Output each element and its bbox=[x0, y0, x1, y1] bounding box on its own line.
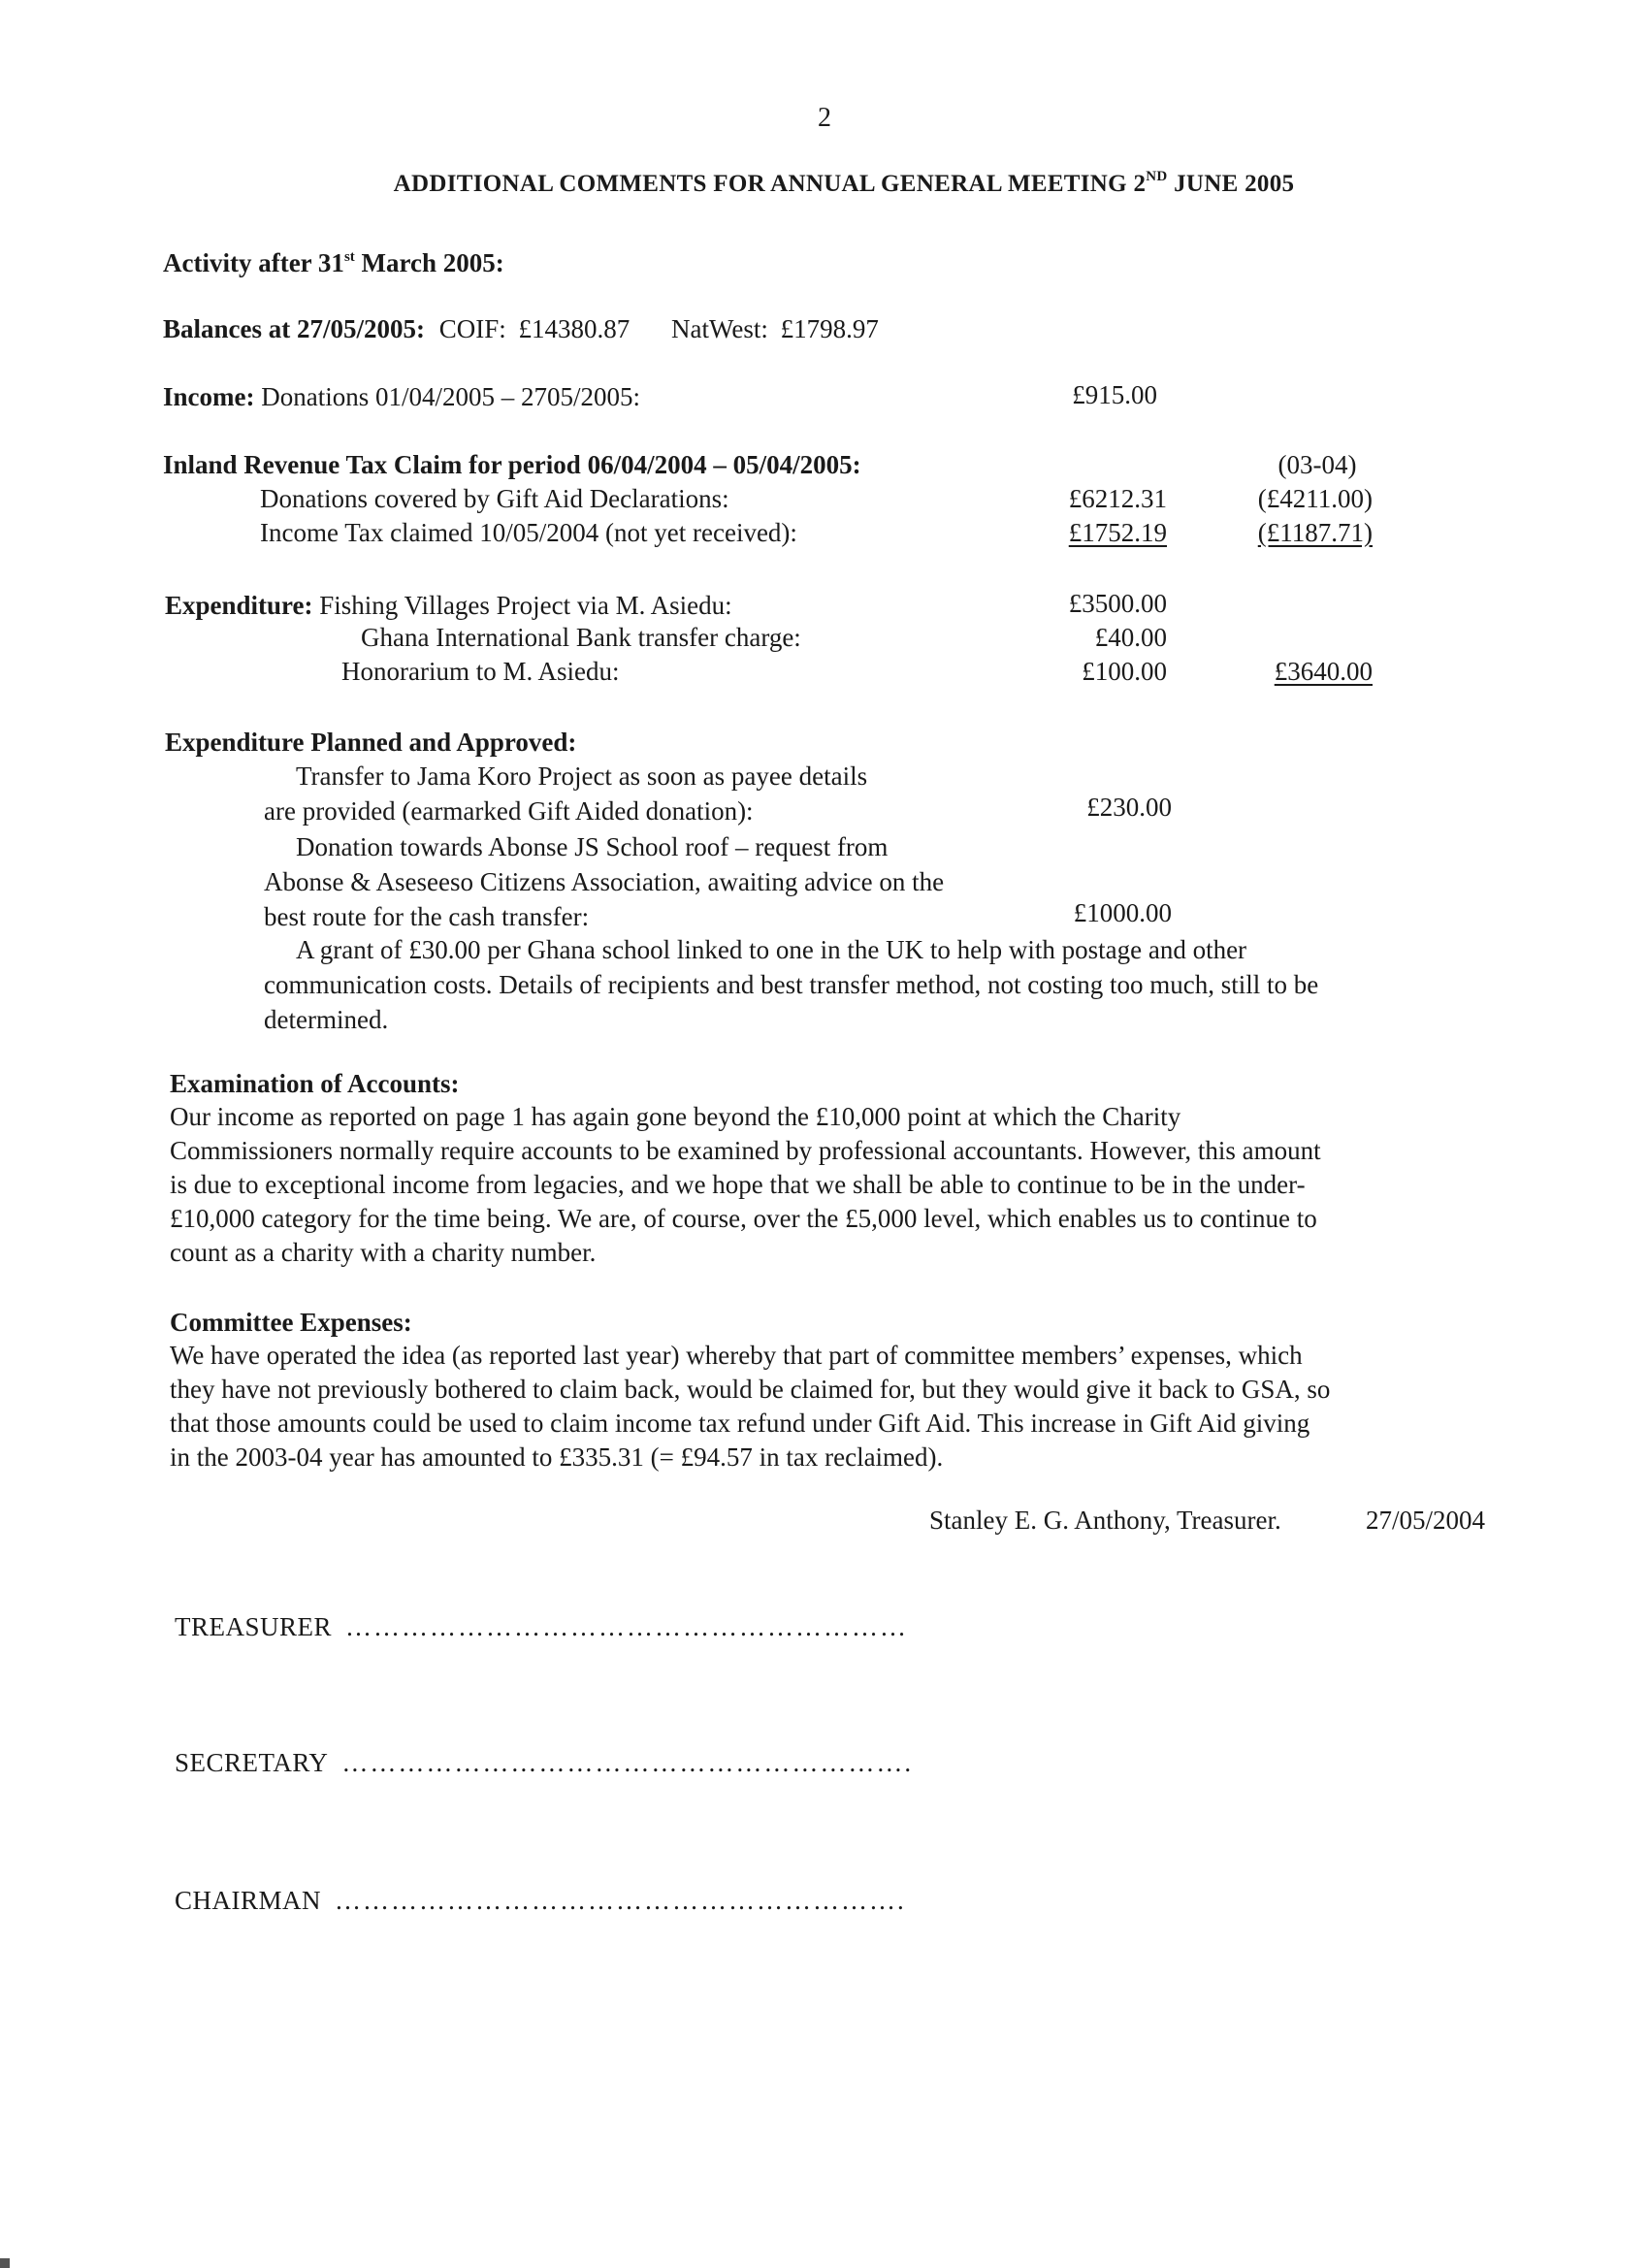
signoff-date: 27/05/2004 bbox=[1366, 1506, 1486, 1535]
expenditure-item-amount: £100.00 bbox=[1082, 657, 1167, 686]
expenditure-label: Expenditure: bbox=[165, 591, 313, 620]
tax-row-label: Donations covered by Gift Aid Declarations: bbox=[260, 484, 729, 513]
scan-corner-mark bbox=[0, 2258, 10, 2268]
coif-label: COIF: bbox=[438, 314, 506, 343]
coif-value: £14380.87 bbox=[518, 314, 630, 343]
examination-line: Our income as reported on page 1 has again gone beyond the £10,000 point at which the Charity bbox=[170, 1102, 1181, 1131]
signature-line-chairman[interactable] bbox=[175, 1884, 906, 1917]
signature-dots: ……………………………………………………. bbox=[341, 1748, 914, 1777]
examination-line: Commissioners normally require accounts to be examined by professional accountants. However, this amount bbox=[170, 1136, 1321, 1165]
signature-dots: …………………………………………………… bbox=[345, 1612, 909, 1641]
balances-row bbox=[163, 312, 879, 345]
title-tail: JUNE 2005 bbox=[1167, 171, 1295, 197]
planned-item-text: A grant of £30.00 per Ghana school linked to one in the UK to help with postage and other bbox=[296, 935, 1247, 964]
expenditure-item-label: Ghana International Bank transfer charge: bbox=[361, 623, 801, 652]
balances-label: Balances at 27/05/2005: bbox=[163, 314, 425, 343]
planned-item-text: Transfer to Jama Koro Project as soon as payee details bbox=[296, 761, 868, 791]
expenditure-item-label: Fishing Villages Project via M. Asiedu: bbox=[319, 591, 732, 620]
activity-label: Activity after 31 bbox=[163, 248, 344, 277]
activity-label-post: March 2005: bbox=[354, 248, 504, 277]
expenditure-row bbox=[165, 589, 732, 622]
prior-year-label: (03-04) bbox=[1277, 450, 1357, 479]
signature-role: CHAIRMAN bbox=[175, 1886, 322, 1915]
natwest-value: £1798.97 bbox=[780, 314, 879, 343]
income-amount: £915.00 bbox=[1072, 380, 1157, 409]
examination-heading: Examination of Accounts: bbox=[170, 1069, 460, 1098]
planned-item-text: best route for the cash transfer: bbox=[264, 902, 590, 931]
income-description: Donations 01/04/2005 – 2705/2005: bbox=[261, 382, 640, 411]
title-main: ADDITIONAL COMMENTS FOR ANNUAL GENERAL MEETING 2 bbox=[393, 171, 1147, 197]
title-sup: ND bbox=[1146, 169, 1168, 184]
expenditure-item-amount: £3500.00 bbox=[1068, 589, 1167, 618]
signature-dots: ……………………………………………………. bbox=[335, 1886, 906, 1915]
planned-item-amount: £1000.00 bbox=[1073, 898, 1172, 927]
planned-item-amount: £230.00 bbox=[1086, 793, 1172, 822]
expenditure-total: £3640.00 bbox=[1274, 657, 1373, 686]
tax-row-amount: £6212.31 bbox=[1068, 484, 1167, 513]
examination-line: count as a charity with a charity number. bbox=[170, 1238, 597, 1267]
planned-item-text: Donation towards Abonse JS School roof – request from bbox=[296, 832, 889, 861]
tax-row-prior: (£1187.71) bbox=[1257, 518, 1373, 547]
income-row bbox=[163, 380, 640, 413]
income-label: Income: bbox=[163, 382, 255, 411]
examination-line: is due to exceptional income from legacies, and we hope that we shall be able to continue to be in the under- bbox=[170, 1170, 1306, 1199]
activity-sup: st bbox=[343, 249, 355, 265]
natwest-label: NatWest: bbox=[671, 314, 768, 343]
tax-row-amount: £1752.19 bbox=[1068, 518, 1167, 547]
committee-line: that those amounts could be used to claim income tax refund under Gift Aid. This increase in Gift Aid giving bbox=[170, 1409, 1310, 1438]
document-title bbox=[0, 171, 1649, 198]
page-number: 2 bbox=[818, 103, 831, 133]
planned-item-text: communication costs. Details of recipients and best transfer method, not costing too much, still to be bbox=[264, 970, 1319, 999]
committee-line: in the 2003-04 year has amounted to £335.31 (= £94.57 in tax reclaimed). bbox=[170, 1442, 944, 1472]
tax-row-label: Income Tax claimed 10/05/2004 (not yet received): bbox=[260, 518, 797, 547]
committee-line: We have operated the idea (as reported last year) whereby that part of committee members’ expenses, which bbox=[170, 1341, 1303, 1370]
examination-line: £10,000 category for the time being. We are, of course, over the £5,000 level, which enables us to continue to bbox=[170, 1204, 1317, 1233]
tax-row-prior: (£4211.00) bbox=[1257, 484, 1373, 513]
tax-claim-heading: Inland Revenue Tax Claim for period 06/04/2004 – 05/04/2005: bbox=[163, 450, 861, 479]
signature-role: SECRETARY bbox=[175, 1748, 329, 1777]
committee-heading: Committee Expenses: bbox=[170, 1308, 412, 1337]
committee-line: they have not previously bothered to claim back, would be claimed for, but they would give it back to GSA, so bbox=[170, 1375, 1331, 1404]
expenditure-item-amount: £40.00 bbox=[1094, 623, 1167, 652]
planned-item-text: determined. bbox=[264, 1005, 389, 1034]
activity-heading bbox=[163, 246, 504, 279]
expenditure-item-label: Honorarium to M. Asiedu: bbox=[341, 657, 620, 686]
signature-line-secretary[interactable] bbox=[175, 1746, 913, 1779]
signoff-name: Stanley E. G. Anthony, Treasurer. bbox=[929, 1506, 1281, 1535]
signature-line-treasurer[interactable] bbox=[175, 1610, 908, 1643]
planned-item-text: are provided (earmarked Gift Aided donation): bbox=[264, 796, 754, 826]
planned-heading: Expenditure Planned and Approved: bbox=[165, 728, 577, 757]
signature-role: TREASURER bbox=[175, 1612, 333, 1641]
planned-item-text: Abonse & Aseseeso Citizens Association, awaiting advice on the bbox=[264, 867, 945, 896]
